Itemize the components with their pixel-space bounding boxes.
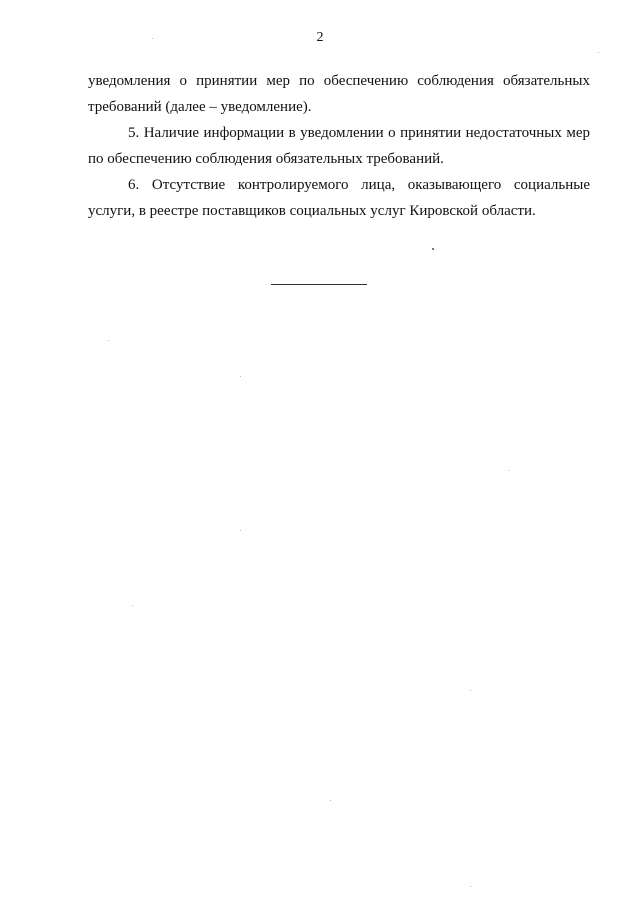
scan-speck [240, 530, 241, 531]
scan-speck [470, 690, 471, 691]
paragraph-item-5: 5. Наличие информации в уведомлении о принятии недостаточных мер по обеспечению соблюдения обязательных требований. [88, 125, 590, 167]
scan-speck [470, 886, 471, 887]
scan-speck [330, 800, 331, 801]
page-number: 2 [316, 30, 324, 45]
document-body [88, 68, 590, 224]
scan-speck [432, 248, 434, 250]
scan-speck [108, 340, 109, 341]
scan-speck [132, 605, 133, 606]
end-of-document-rule [271, 284, 367, 285]
scan-speck [598, 52, 599, 53]
paragraph-item-6: 6. Отсутствие контролируемого лица, оказывающего социальные услуги, в реестре поставщиков социальных услуг Кировской области. [88, 177, 590, 219]
scan-speck [508, 470, 509, 471]
scan-speck [240, 376, 241, 377]
scan-speck [152, 38, 153, 39]
paragraph-continuation: уведомления о принятии мер по обеспечению соблюдения обязательных требований (далее – уведомление). [88, 73, 590, 115]
